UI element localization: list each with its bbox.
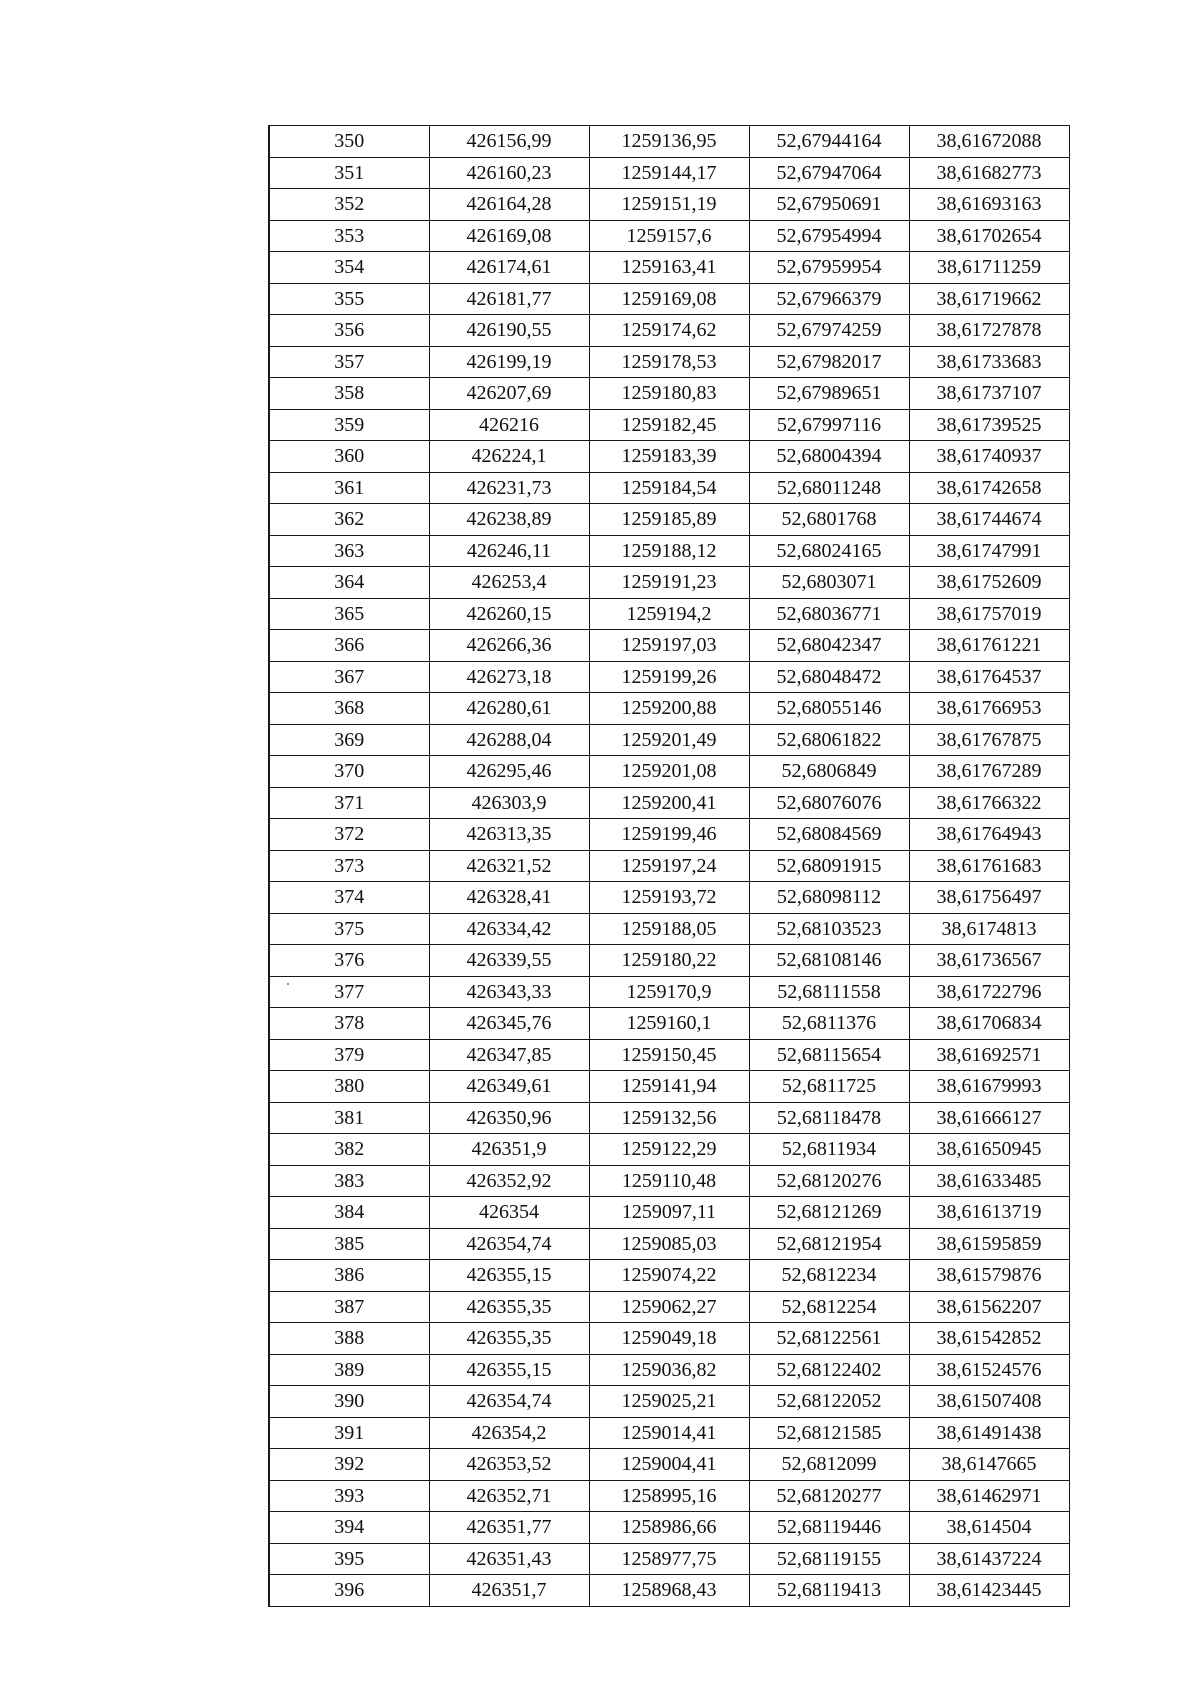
cell-y-coordinate: 1258968,43	[589, 1575, 749, 1607]
cell-point-number: 376	[269, 945, 429, 977]
cell-x-coordinate: 426334,42	[429, 913, 589, 945]
cell-latitude: 52,67989651	[749, 378, 909, 410]
cell-point-number: 385	[269, 1228, 429, 1260]
cell-point-number: 392	[269, 1449, 429, 1481]
cell-y-coordinate: 1259097,11	[589, 1197, 749, 1229]
cell-latitude: 52,68055146	[749, 693, 909, 725]
cell-y-coordinate: 1259036,82	[589, 1354, 749, 1386]
cell-longitude: 38,6147665	[909, 1449, 1069, 1481]
cell-longitude: 38,61682773	[909, 157, 1069, 189]
cell-point-number: 369	[269, 724, 429, 756]
cell-point-number: 365	[269, 598, 429, 630]
cell-y-coordinate: 1259193,72	[589, 882, 749, 914]
cell-x-coordinate: 426280,61	[429, 693, 589, 725]
cell-x-coordinate: 426355,35	[429, 1323, 589, 1355]
cell-longitude: 38,61719662	[909, 283, 1069, 315]
table-row	[269, 630, 1069, 662]
cell-x-coordinate: 426313,35	[429, 819, 589, 851]
cell-y-coordinate: 1259151,19	[589, 189, 749, 221]
scan-speck	[287, 983, 289, 985]
cell-x-coordinate: 426273,18	[429, 661, 589, 693]
cell-point-number: 396	[269, 1575, 429, 1607]
cell-longitude: 38,61693163	[909, 189, 1069, 221]
cell-x-coordinate: 426328,41	[429, 882, 589, 914]
cell-point-number: 364	[269, 567, 429, 599]
cell-longitude: 38,61757019	[909, 598, 1069, 630]
table-row	[269, 220, 1069, 252]
cell-y-coordinate: 1259122,29	[589, 1134, 749, 1166]
cell-y-coordinate: 1259160,1	[589, 1008, 749, 1040]
cell-y-coordinate: 1259200,41	[589, 787, 749, 819]
cell-y-coordinate: 1259062,27	[589, 1291, 749, 1323]
cell-y-coordinate: 1259014,41	[589, 1417, 749, 1449]
cell-point-number: 372	[269, 819, 429, 851]
table-row	[269, 1575, 1069, 1607]
cell-y-coordinate: 1259170,9	[589, 976, 749, 1008]
cell-x-coordinate: 426238,89	[429, 504, 589, 536]
cell-y-coordinate: 1259110,48	[589, 1165, 749, 1197]
cell-point-number: 386	[269, 1260, 429, 1292]
cell-x-coordinate: 426352,92	[429, 1165, 589, 1197]
cell-longitude: 38,61727878	[909, 315, 1069, 347]
cell-y-coordinate: 1259188,05	[589, 913, 749, 945]
cell-latitude: 52,6801768	[749, 504, 909, 536]
cell-x-coordinate: 426181,77	[429, 283, 589, 315]
cell-y-coordinate: 1258995,16	[589, 1480, 749, 1512]
cell-x-coordinate: 426353,52	[429, 1449, 589, 1481]
cell-x-coordinate: 426351,43	[429, 1543, 589, 1575]
cell-latitude: 52,68120276	[749, 1165, 909, 1197]
cell-y-coordinate: 1259025,21	[589, 1386, 749, 1418]
table-row	[269, 126, 1069, 158]
table-row	[269, 1008, 1069, 1040]
cell-point-number: 377	[269, 976, 429, 1008]
cell-y-coordinate: 1259180,22	[589, 945, 749, 977]
cell-latitude: 52,68042347	[749, 630, 909, 662]
cell-x-coordinate: 426349,61	[429, 1071, 589, 1103]
table-row	[269, 787, 1069, 819]
cell-x-coordinate: 426351,77	[429, 1512, 589, 1544]
cell-latitude: 52,6811376	[749, 1008, 909, 1040]
cell-x-coordinate: 426174,61	[429, 252, 589, 284]
cell-x-coordinate: 426352,71	[429, 1480, 589, 1512]
cell-x-coordinate: 426156,99	[429, 126, 589, 158]
cell-y-coordinate: 1259132,56	[589, 1102, 749, 1134]
cell-point-number: 368	[269, 693, 429, 725]
cell-x-coordinate: 426354,2	[429, 1417, 589, 1449]
cell-x-coordinate: 426160,23	[429, 157, 589, 189]
cell-point-number: 389	[269, 1354, 429, 1386]
cell-y-coordinate: 1259183,39	[589, 441, 749, 473]
cell-y-coordinate: 1259197,03	[589, 630, 749, 662]
table-row	[269, 1165, 1069, 1197]
table-row	[269, 157, 1069, 189]
table-row	[269, 913, 1069, 945]
cell-latitude: 52,68108146	[749, 945, 909, 977]
table-row	[269, 189, 1069, 221]
cell-point-number: 371	[269, 787, 429, 819]
cell-x-coordinate: 426339,55	[429, 945, 589, 977]
cell-latitude: 52,68091915	[749, 850, 909, 882]
cell-longitude: 38,61562207	[909, 1291, 1069, 1323]
cell-longitude: 38,61542852	[909, 1323, 1069, 1355]
table-row	[269, 850, 1069, 882]
cell-y-coordinate: 1259144,17	[589, 157, 749, 189]
cell-point-number: 375	[269, 913, 429, 945]
cell-point-number: 354	[269, 252, 429, 284]
cell-longitude: 38,61733683	[909, 346, 1069, 378]
table-row	[269, 1323, 1069, 1355]
cell-point-number: 351	[269, 157, 429, 189]
table-row	[269, 1543, 1069, 1575]
table-row	[269, 315, 1069, 347]
table-row	[269, 1039, 1069, 1071]
cell-point-number: 374	[269, 882, 429, 914]
cell-y-coordinate: 1259197,24	[589, 850, 749, 882]
cell-x-coordinate: 426351,7	[429, 1575, 589, 1607]
cell-latitude: 52,67959954	[749, 252, 909, 284]
table-row	[269, 756, 1069, 788]
cell-y-coordinate: 1259141,94	[589, 1071, 749, 1103]
cell-latitude: 52,68048472	[749, 661, 909, 693]
cell-y-coordinate: 1259169,08	[589, 283, 749, 315]
table-row	[269, 378, 1069, 410]
cell-longitude: 38,61650945	[909, 1134, 1069, 1166]
cell-longitude: 38,61633485	[909, 1165, 1069, 1197]
cell-point-number: 382	[269, 1134, 429, 1166]
cell-y-coordinate: 1259163,41	[589, 252, 749, 284]
cell-point-number: 370	[269, 756, 429, 788]
cell-x-coordinate: 426354,74	[429, 1228, 589, 1260]
cell-y-coordinate: 1259199,26	[589, 661, 749, 693]
cell-latitude: 52,68121954	[749, 1228, 909, 1260]
cell-longitude: 38,61766953	[909, 693, 1069, 725]
cell-longitude: 38,61766322	[909, 787, 1069, 819]
cell-point-number: 355	[269, 283, 429, 315]
cell-longitude: 38,61756497	[909, 882, 1069, 914]
cell-longitude: 38,61764943	[909, 819, 1069, 851]
table-row	[269, 1134, 1069, 1166]
cell-x-coordinate: 426253,4	[429, 567, 589, 599]
table-row	[269, 535, 1069, 567]
cell-longitude: 38,61666127	[909, 1102, 1069, 1134]
cell-x-coordinate: 426347,85	[429, 1039, 589, 1071]
cell-latitude: 52,6811934	[749, 1134, 909, 1166]
cell-longitude: 38,61702654	[909, 220, 1069, 252]
cell-x-coordinate: 426207,69	[429, 378, 589, 410]
cell-longitude: 38,61747991	[909, 535, 1069, 567]
cell-x-coordinate: 426164,28	[429, 189, 589, 221]
cell-y-coordinate: 1259188,12	[589, 535, 749, 567]
cell-x-coordinate: 426355,15	[429, 1354, 589, 1386]
table-row	[269, 504, 1069, 536]
cell-latitude: 52,68119446	[749, 1512, 909, 1544]
cell-latitude: 52,6812254	[749, 1291, 909, 1323]
cell-point-number: 390	[269, 1386, 429, 1418]
cell-point-number: 350	[269, 126, 429, 158]
cell-latitude: 52,6806849	[749, 756, 909, 788]
table-row	[269, 1386, 1069, 1418]
cell-point-number: 359	[269, 409, 429, 441]
cell-y-coordinate: 1259191,23	[589, 567, 749, 599]
cell-y-coordinate: 1259182,45	[589, 409, 749, 441]
cell-latitude: 52,68024165	[749, 535, 909, 567]
cell-latitude: 52,68119413	[749, 1575, 909, 1607]
cell-point-number: 393	[269, 1480, 429, 1512]
cell-y-coordinate: 1259201,08	[589, 756, 749, 788]
cell-x-coordinate: 426231,73	[429, 472, 589, 504]
cell-point-number: 357	[269, 346, 429, 378]
cell-longitude: 38,61711259	[909, 252, 1069, 284]
cell-point-number: 352	[269, 189, 429, 221]
cell-latitude: 52,68076076	[749, 787, 909, 819]
table-row	[269, 724, 1069, 756]
table-row	[269, 346, 1069, 378]
table-row	[269, 661, 1069, 693]
cell-latitude: 52,6811725	[749, 1071, 909, 1103]
table-row	[269, 1512, 1069, 1544]
cell-y-coordinate: 1259178,53	[589, 346, 749, 378]
table-row	[269, 472, 1069, 504]
cell-longitude: 38,61767289	[909, 756, 1069, 788]
cell-latitude: 52,68011248	[749, 472, 909, 504]
cell-latitude: 52,6803071	[749, 567, 909, 599]
cell-point-number: 361	[269, 472, 429, 504]
cell-latitude: 52,68103523	[749, 913, 909, 945]
cell-point-number: 381	[269, 1102, 429, 1134]
table-row	[269, 1480, 1069, 1512]
cell-x-coordinate: 426354,74	[429, 1386, 589, 1418]
cell-x-coordinate: 426224,1	[429, 441, 589, 473]
cell-longitude: 38,61752609	[909, 567, 1069, 599]
cell-point-number: 367	[269, 661, 429, 693]
cell-point-number: 373	[269, 850, 429, 882]
cell-point-number: 394	[269, 1512, 429, 1544]
cell-latitude: 52,68111558	[749, 976, 909, 1008]
cell-x-coordinate: 426260,15	[429, 598, 589, 630]
cell-latitude: 52,67947064	[749, 157, 909, 189]
cell-longitude: 38,61679993	[909, 1071, 1069, 1103]
cell-latitude: 52,68084569	[749, 819, 909, 851]
cell-longitude: 38,61767875	[909, 724, 1069, 756]
cell-longitude: 38,61737107	[909, 378, 1069, 410]
cell-x-coordinate: 426295,46	[429, 756, 589, 788]
table-row	[269, 1228, 1069, 1260]
cell-longitude: 38,61507408	[909, 1386, 1069, 1418]
cell-latitude: 52,6812234	[749, 1260, 909, 1292]
cell-y-coordinate: 1259174,62	[589, 315, 749, 347]
cell-x-coordinate: 426355,35	[429, 1291, 589, 1323]
table-row	[269, 1449, 1069, 1481]
cell-latitude: 52,67944164	[749, 126, 909, 158]
cell-y-coordinate: 1259157,6	[589, 220, 749, 252]
cell-longitude: 38,61491438	[909, 1417, 1069, 1449]
cell-x-coordinate: 426216	[429, 409, 589, 441]
cell-point-number: 353	[269, 220, 429, 252]
cell-y-coordinate: 1259185,89	[589, 504, 749, 536]
table-row	[269, 567, 1069, 599]
cell-longitude: 38,61722796	[909, 976, 1069, 1008]
cell-latitude: 52,67950691	[749, 189, 909, 221]
cell-point-number: 362	[269, 504, 429, 536]
cell-longitude: 38,61742658	[909, 472, 1069, 504]
table-row	[269, 1071, 1069, 1103]
cell-x-coordinate: 426351,9	[429, 1134, 589, 1166]
table-row	[269, 441, 1069, 473]
cell-longitude: 38,61744674	[909, 504, 1069, 536]
cell-point-number: 379	[269, 1039, 429, 1071]
cell-y-coordinate: 1258986,66	[589, 1512, 749, 1544]
table-row	[269, 882, 1069, 914]
cell-longitude: 38,61692571	[909, 1039, 1069, 1071]
cell-x-coordinate: 426355,15	[429, 1260, 589, 1292]
cell-latitude: 52,68098112	[749, 882, 909, 914]
cell-x-coordinate: 426343,33	[429, 976, 589, 1008]
cell-latitude: 52,6812099	[749, 1449, 909, 1481]
cell-point-number: 383	[269, 1165, 429, 1197]
table-row	[269, 283, 1069, 315]
cell-longitude: 38,61437224	[909, 1543, 1069, 1575]
cell-x-coordinate: 426190,55	[429, 315, 589, 347]
cell-x-coordinate: 426354	[429, 1197, 589, 1229]
cell-latitude: 52,68120277	[749, 1480, 909, 1512]
cell-point-number: 378	[269, 1008, 429, 1040]
cell-longitude: 38,6174813	[909, 913, 1069, 945]
cell-latitude: 52,68119155	[749, 1543, 909, 1575]
cell-x-coordinate: 426303,9	[429, 787, 589, 819]
cell-longitude: 38,61423445	[909, 1575, 1069, 1607]
table-row	[269, 693, 1069, 725]
cell-point-number: 358	[269, 378, 429, 410]
cell-longitude: 38,61706834	[909, 1008, 1069, 1040]
cell-x-coordinate: 426350,96	[429, 1102, 589, 1134]
table-row	[269, 598, 1069, 630]
cell-y-coordinate: 1259199,46	[589, 819, 749, 851]
cell-longitude: 38,61595859	[909, 1228, 1069, 1260]
cell-longitude: 38,61764537	[909, 661, 1069, 693]
cell-longitude: 38,61736567	[909, 945, 1069, 977]
cell-latitude: 52,67966379	[749, 283, 909, 315]
cell-longitude: 38,61739525	[909, 409, 1069, 441]
cell-latitude: 52,67954994	[749, 220, 909, 252]
cell-longitude: 38,61740937	[909, 441, 1069, 473]
cell-point-number: 391	[269, 1417, 429, 1449]
cell-longitude: 38,61613719	[909, 1197, 1069, 1229]
cell-x-coordinate: 426246,11	[429, 535, 589, 567]
cell-latitude: 52,68122052	[749, 1386, 909, 1418]
table-row	[269, 1354, 1069, 1386]
cell-latitude: 52,68122402	[749, 1354, 909, 1386]
cell-latitude: 52,68115654	[749, 1039, 909, 1071]
cell-y-coordinate: 1259201,49	[589, 724, 749, 756]
table-row	[269, 819, 1069, 851]
coordinate-table-body	[269, 126, 1069, 1607]
cell-longitude: 38,61761683	[909, 850, 1069, 882]
cell-point-number: 395	[269, 1543, 429, 1575]
cell-y-coordinate: 1259194,2	[589, 598, 749, 630]
cell-point-number: 387	[269, 1291, 429, 1323]
coordinate-table	[268, 125, 1070, 1607]
cell-longitude: 38,614504	[909, 1512, 1069, 1544]
table-row	[269, 252, 1069, 284]
cell-y-coordinate: 1259200,88	[589, 693, 749, 725]
cell-longitude: 38,61672088	[909, 126, 1069, 158]
table-row	[269, 1260, 1069, 1292]
table-row	[269, 1102, 1069, 1134]
table-row	[269, 1291, 1069, 1323]
table-row	[269, 409, 1069, 441]
cell-point-number: 366	[269, 630, 429, 662]
cell-x-coordinate: 426199,19	[429, 346, 589, 378]
cell-latitude: 52,67982017	[749, 346, 909, 378]
cell-point-number: 363	[269, 535, 429, 567]
table-row	[269, 945, 1069, 977]
cell-latitude: 52,68036771	[749, 598, 909, 630]
cell-x-coordinate: 426266,36	[429, 630, 589, 662]
cell-point-number: 384	[269, 1197, 429, 1229]
cell-longitude: 38,61579876	[909, 1260, 1069, 1292]
cell-y-coordinate: 1259074,22	[589, 1260, 749, 1292]
cell-latitude: 52,68061822	[749, 724, 909, 756]
cell-point-number: 388	[269, 1323, 429, 1355]
cell-y-coordinate: 1259136,95	[589, 126, 749, 158]
cell-point-number: 360	[269, 441, 429, 473]
cell-x-coordinate: 426321,52	[429, 850, 589, 882]
cell-latitude: 52,67997116	[749, 409, 909, 441]
cell-point-number: 380	[269, 1071, 429, 1103]
cell-y-coordinate: 1259085,03	[589, 1228, 749, 1260]
table-row	[269, 1417, 1069, 1449]
cell-latitude: 52,68118478	[749, 1102, 909, 1134]
table-row	[269, 976, 1069, 1008]
cell-y-coordinate: 1259150,45	[589, 1039, 749, 1071]
cell-longitude: 38,61462971	[909, 1480, 1069, 1512]
cell-latitude: 52,67974259	[749, 315, 909, 347]
cell-y-coordinate: 1259180,83	[589, 378, 749, 410]
cell-x-coordinate: 426345,76	[429, 1008, 589, 1040]
cell-longitude: 38,61524576	[909, 1354, 1069, 1386]
cell-x-coordinate: 426169,08	[429, 220, 589, 252]
cell-latitude: 52,68121585	[749, 1417, 909, 1449]
cell-y-coordinate: 1259004,41	[589, 1449, 749, 1481]
cell-longitude: 38,61761221	[909, 630, 1069, 662]
cell-latitude: 52,68122561	[749, 1323, 909, 1355]
cell-x-coordinate: 426288,04	[429, 724, 589, 756]
cell-y-coordinate: 1259049,18	[589, 1323, 749, 1355]
table-row	[269, 1197, 1069, 1229]
cell-point-number: 356	[269, 315, 429, 347]
cell-y-coordinate: 1258977,75	[589, 1543, 749, 1575]
cell-latitude: 52,68121269	[749, 1197, 909, 1229]
cell-latitude: 52,68004394	[749, 441, 909, 473]
cell-y-coordinate: 1259184,54	[589, 472, 749, 504]
